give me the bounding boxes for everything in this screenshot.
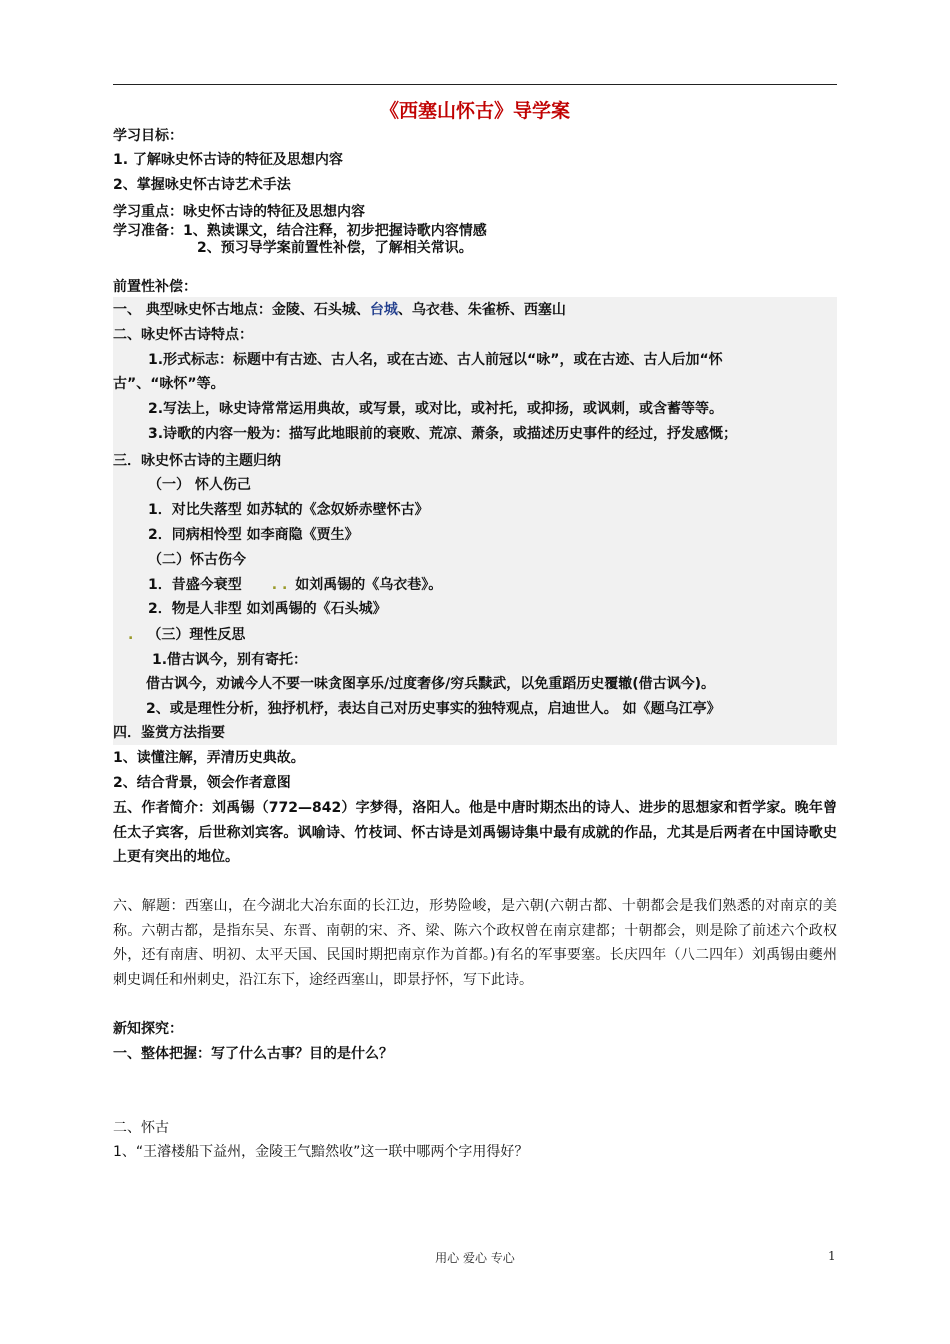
- section-1-highlight: 台城: [369, 302, 398, 318]
- header-rule: [113, 84, 837, 85]
- study-focus: 学习重点：咏史怀古诗的特征及思想内容: [113, 204, 365, 220]
- section-3-c-1-detail: 借古讽今，劝诫今人不要一味贪图享乐/过度奢侈/穷兵黩武，以免重蹈历史覆辙(借古讽今)。: [146, 676, 716, 692]
- section-4-item-2: 2、结合背景，领会作者意图: [113, 775, 291, 791]
- section-3-b-1-example: 如刘禹锡的《乌衣巷》。: [295, 577, 443, 593]
- prep-2: 2、预习导学案前置性补偿，了解相关常识。: [197, 240, 473, 256]
- section-2-item-3: 3.诗歌的内容一般为：描写此地眼前的衰败、荒凉、萧条，或描述历史事件的经过，抒发感慨；: [148, 426, 738, 442]
- document-title: 《西塞山怀古》导学案: [379, 100, 570, 122]
- section-3-a-2: 2．同病相怜型 如李商隐《贾生》: [148, 527, 359, 543]
- section-3-sub-c-label: （三）理性反思: [147, 627, 246, 643]
- goals-heading: 学习目标：: [113, 128, 183, 144]
- goal-1: 1. 了解咏史怀古诗的特征及思想内容: [113, 152, 343, 168]
- section-3-c-1: 1.借古讽今，别有寄托：: [152, 652, 308, 668]
- goal-2: 2、掌握咏史怀古诗艺术手法: [113, 177, 291, 193]
- pre-heading: 前置性补偿：: [113, 279, 197, 295]
- question-2-heading: 二、怀古: [113, 1120, 169, 1136]
- section-4-heading: 四．鉴赏方法指要: [113, 725, 225, 741]
- section-1-text-a: 一、 典型咏史怀古地点：金陵、石头城、: [113, 302, 370, 318]
- section-3-b-1-type: 1．昔盛今衰型: [148, 577, 242, 593]
- section-3-b-2: 2．物是人非型 如刘禹锡的《石头城》: [148, 601, 387, 617]
- section-2-heading: 二、咏史怀古诗特点：: [113, 327, 253, 343]
- section-3-a-1: 1．对比失落型 如苏轼的《念奴娇赤壁怀古》: [148, 502, 429, 518]
- section-3-b-1: [148, 575, 442, 595]
- new-knowledge-heading: 新知探究：: [113, 1021, 183, 1037]
- prep-1: 学习准备：1、熟读课文，结合注释，初步把握诗歌内容情感: [113, 223, 487, 239]
- section-3-c-2: 2、或是理性分析，独抒机杼，表达自己对历史事实的独特观点，启迪世人。 如《题乌江亭》: [146, 701, 721, 717]
- section-3-sub-b: （二）怀古伤今: [148, 552, 246, 568]
- section-1-text-b: 、乌衣巷、朱雀桥、西塞山: [397, 302, 566, 318]
- section-4-item-1: 1、读懂注解，弄清历史典故。: [113, 750, 305, 766]
- author-intro: 五、作者简介：刘禹锡（772—842）字梦得，洛阳人。他是中唐时期杰出的诗人、进步的思想家和哲学家。晚年曾任太子宾客，后世称刘宾客。讽喻诗、竹枝词、怀古诗是刘禹锡诗集中最有成就的作品，尤其是后两者在中国诗歌史上更有突出的地位。: [113, 800, 837, 865]
- section-2-item-1: 1.形式标志：标题中有古迹、古人名，或在古迹、古人前冠以“咏”，或在古迹、古人后加“怀: [148, 352, 723, 368]
- dot-mark: .: [128, 627, 134, 643]
- section-3-sub-a: （一） 怀人伤己: [148, 477, 251, 493]
- section-3-sub-c: [128, 625, 245, 645]
- section-3-heading: 三．咏史怀古诗的主题归纳: [113, 453, 281, 469]
- question-2-item-1: 1、“王濬楼船下益州，金陵王气黯然收”这一联中哪两个字用得好？: [113, 1144, 529, 1160]
- page-footer: 用心 爱心 专心: [435, 1251, 515, 1265]
- title-explanation: 六、解题：西塞山，在今湖北大冶东面的长江边，形势险峻，是六朝(六朝古都、十朝都会是我们熟悉的对南京的美称。六朝古都，是指东吴、东晋、南朝的宋、齐、梁、陈六个政权曾在南京建都；十朝都会，则是除了前述六个政权外，还有南唐、明初、太平天国、民国时期把南京作为首都。)有名的军事要塞。长庆四年（八二四年）刘禹锡由夔州刺史调任和州刺史，沿江东下，途经西塞山，即景抒怀，写下此诗。: [113, 898, 837, 988]
- section-2-item-2: 2.写法上，咏史诗常常运用典故，或写景，或对比，或衬托，或抑扬，或讽刺，或含蓄等等。: [148, 401, 724, 417]
- dot-marks: . .: [271, 577, 288, 593]
- section-1: [113, 300, 566, 320]
- page-number: 1: [828, 1249, 836, 1263]
- section-2-item-1-cont: 古”、“咏怀”等。: [113, 376, 225, 392]
- question-1: 一、整体把握：写了什么古事？目的是什么？: [113, 1046, 393, 1062]
